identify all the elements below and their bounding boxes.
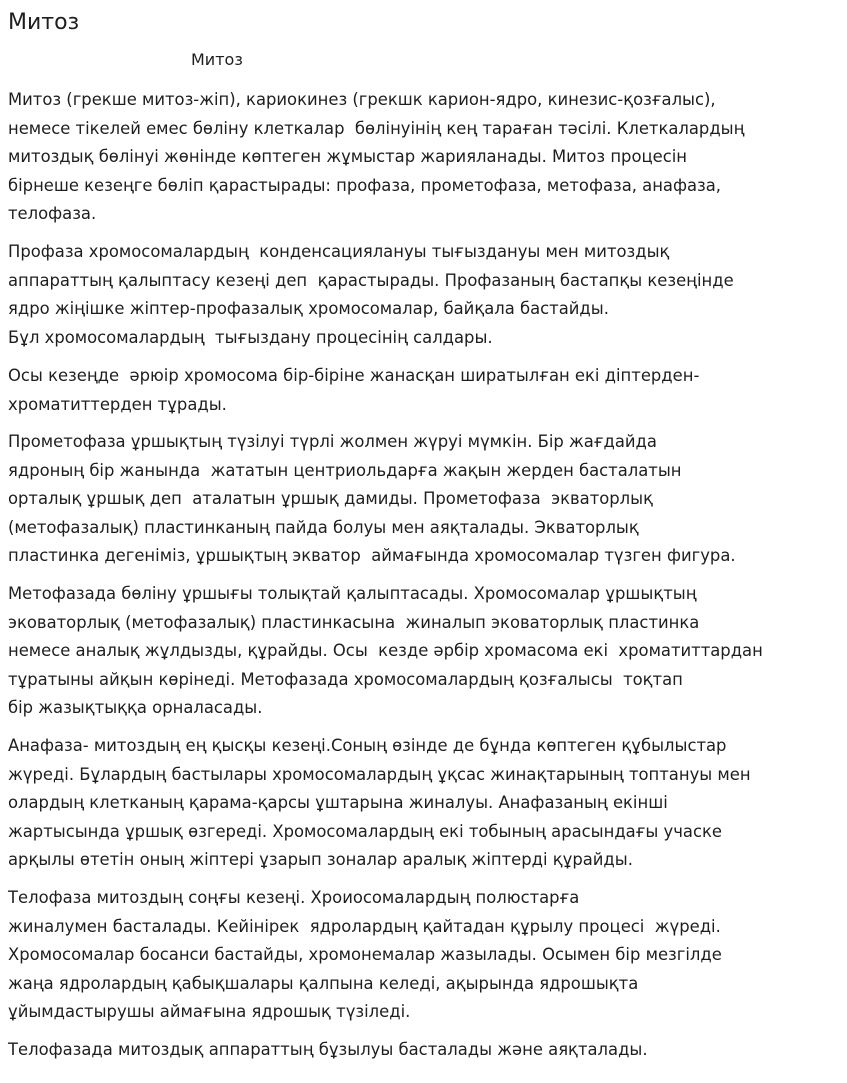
paragraph-line: телофаза.	[8, 204, 97, 224]
paragraph-line: аппараттың қалыптасу кезеңі деп қарастырады. Профазаның бастапқы кезеңінде	[8, 270, 734, 290]
paragraph-line: ұйымдастырушы аймағына ядрошық түзіледі.	[8, 1002, 411, 1022]
paragraph	[8, 238, 734, 352]
page-title: Митоз	[8, 10, 80, 35]
paragraph-line: бір жазықтыққа орналасады.	[8, 698, 263, 718]
paragraph-line: пластинка дегеніміз, ұршықтың экватор аймағында хромосомалар түзген фигура.	[8, 546, 736, 566]
paragraph-line: жартысында ұршық өзгереді. Хромосомалардың екі тобының арасындағы учаске	[8, 821, 722, 841]
paragraph	[8, 580, 763, 723]
section-heading: Митоз	[191, 50, 243, 69]
paragraph-line: немесе тікелей емес бөліну клеткалар бөлінуінің кең тараған тәсілі. Клеткалардың	[8, 118, 745, 138]
paragraph-line: Анафаза- митоздың ең қысқы кезеңі.Соның өзінде де бұнда көптеген құбылыстар	[8, 736, 727, 755]
paragraph-line: бірнеше кезеңге бөліп қарастырады: профаза, прометофаза, метофаза, анафаза,	[8, 175, 722, 195]
paragraph-line: Профаза хромосомалардың конденсациялануы тығыздануы мен митоздық	[8, 242, 670, 261]
paragraph-line: ядроның бір жанында жататын центриольдарға жақын жерден басталатын	[8, 460, 682, 480]
paragraph-line: орталық ұршық деп аталатын ұршық дамиды. Прометофаза экваторлық	[8, 489, 653, 509]
paragraph-line: олардың клетканың қарама-қарсы ұштарына жиналуы. Анафазаның екінші	[8, 793, 668, 813]
paragraph-line: Метофазада бөліну ұршығы толықтай қалыптасады. Хромосомалар ұршықтың	[8, 584, 697, 603]
paragraph-line: эковаторлық (метофазалық) пластинкасына жиналып эковаторлық пластинка	[8, 612, 700, 632]
paragraph-line: жүреді. Бұлардың бастылары хромосомалардың ұқсас жинақтарының топтануы мен	[8, 764, 751, 784]
paragraph	[8, 732, 751, 875]
paragraph-line: Телофаза митоздың соңғы кезеңі. Хроиосомалардың полюстарға	[8, 888, 580, 907]
paragraph-line: Прометофаза ұршықтың түзілуі түрлі жолмен жүруі мүмкін. Бір жағдайда	[8, 432, 657, 451]
paragraph	[8, 86, 744, 229]
paragraph-line: жиналумен басталады. Кейінірек ядролардың қайтадан құрылу процесі жүреді.	[8, 916, 721, 936]
paragraph-line: митоздық бөлінуі жөнінде көптеген жұмыстар жарияланады. Митоз процесін	[8, 147, 688, 167]
paragraph	[8, 362, 699, 419]
paragraph	[8, 884, 722, 1027]
paragraph-line: Телофазада митоздық аппараттың бұзылуы басталады және аяқталады.	[8, 1040, 648, 1059]
paragraph-line: Бұл хромосомалардың тығыздану процесінің салдары.	[8, 327, 493, 347]
paragraph-line: арқылы өтетін оның жіптері ұзарып зоналар аралық жіптерді құрайды.	[8, 850, 633, 870]
paragraph-line: ядро жіңішке жіптер-профазалық хромосомалар, байқала бастайды.	[8, 299, 609, 319]
paragraph-line: немесе аналық жұлдызды, құрайды. Осы кезде әрбір хромасома екі хроматиттардан	[8, 641, 763, 661]
paragraph-line: Хромосомалар босанси бастайды, хромонемалар жазылады. Осымен бір мезгілде	[8, 945, 722, 965]
paragraph-line: Осы кезеңде әрюір хромосома бір-біріне жанасқан ширатылған екі діптерден-	[8, 366, 700, 385]
paragraph-line: (метофазалық) пластинканың пайда болуы мен аяқталады. Экваторлық	[8, 517, 639, 537]
paragraph-line: тұратыны айқын көрінеді. Метофазада хромосомалардың қозғалысы тоқтап	[8, 669, 683, 689]
paragraph	[8, 1036, 648, 1065]
paragraph-line: жаңа ядролардың қабықшалары қалпына келеді, ақырында ядрошықта	[8, 973, 639, 993]
paragraph-line: хроматиттерден тұрады.	[8, 394, 227, 414]
paragraph-line: Митоз (грекше митоз-жіп), кариокинез (грекшк карион-ядро, кинезис-қозғалыс),	[8, 90, 716, 109]
paragraph	[8, 428, 736, 571]
